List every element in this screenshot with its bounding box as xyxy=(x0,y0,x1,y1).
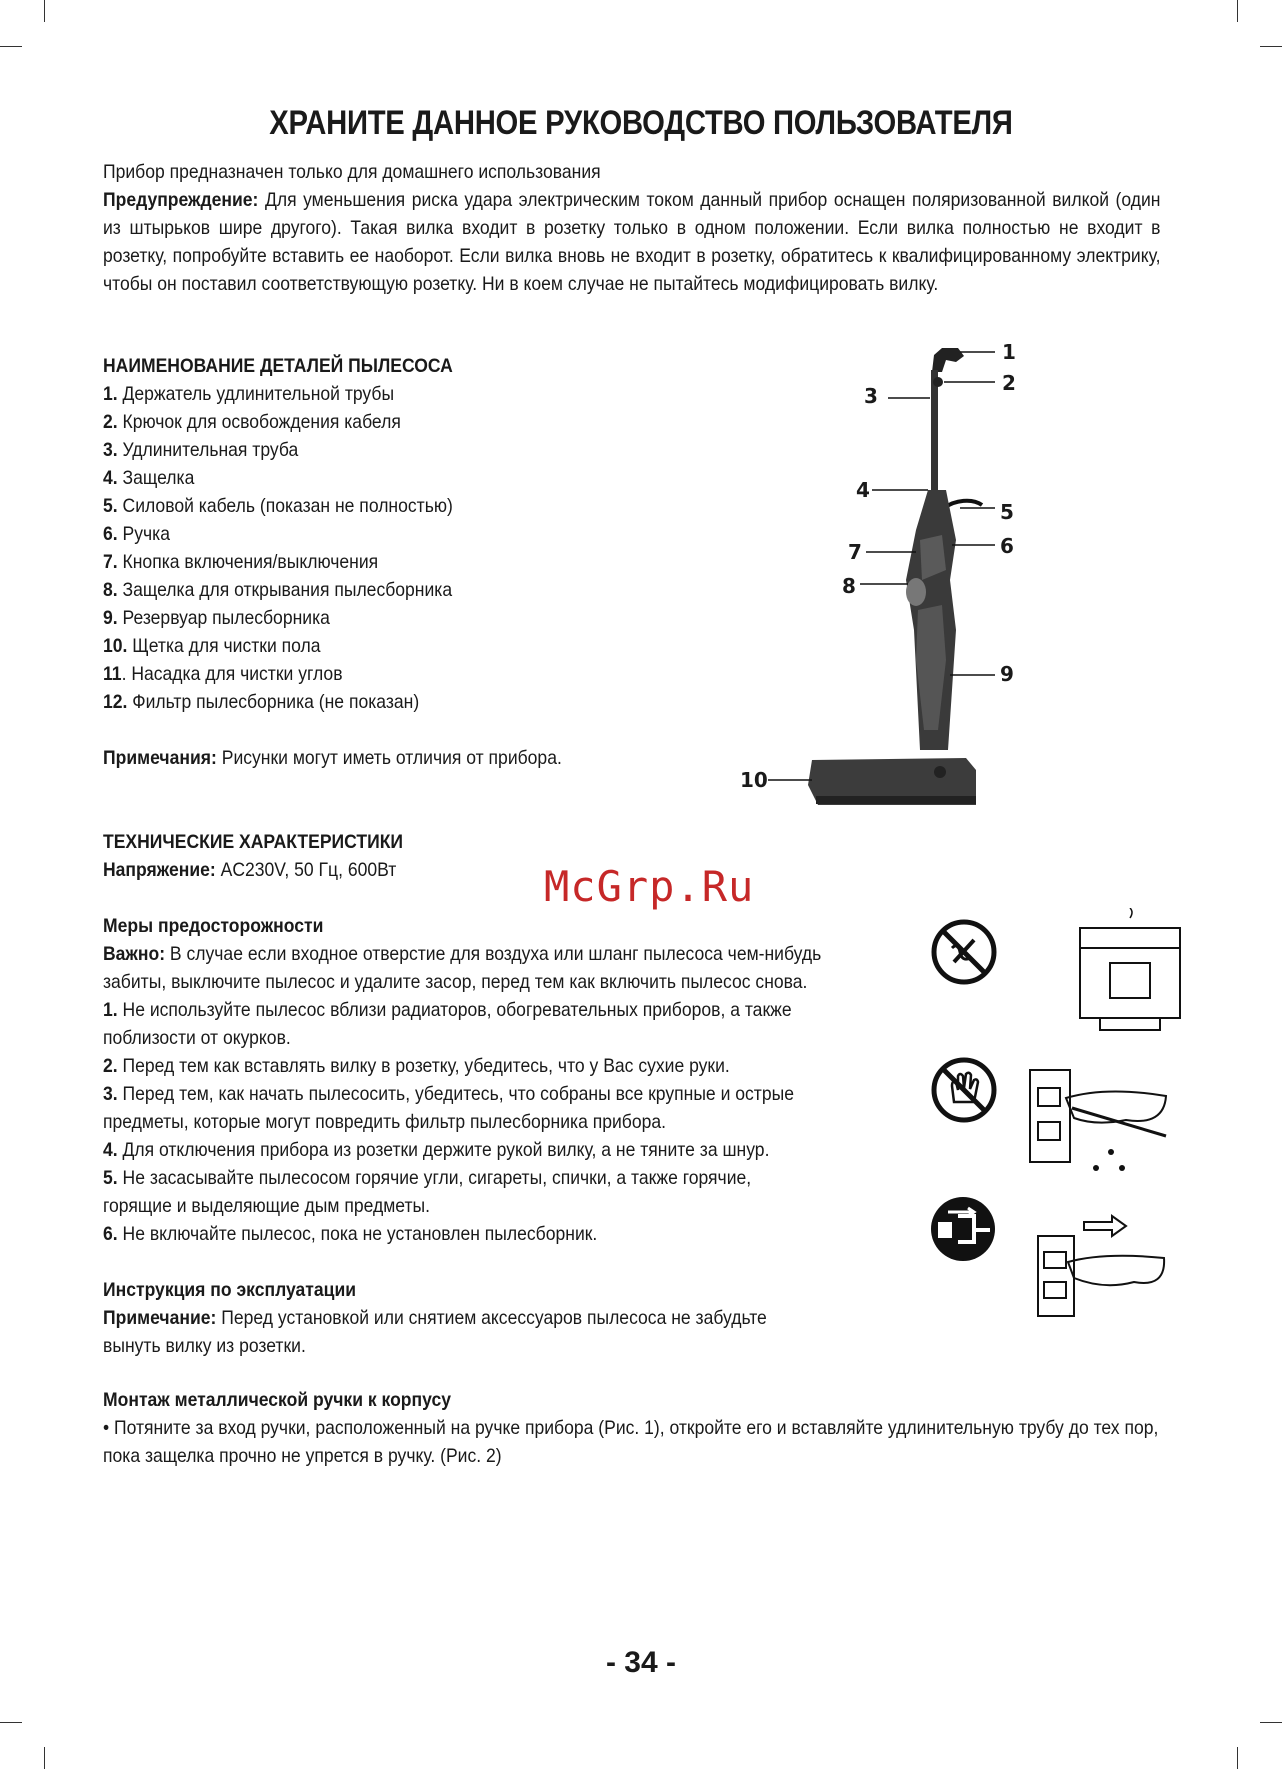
list-item: 6. Не включайте пылесос, пока не установлен пылесборник. xyxy=(103,1223,598,1245)
list-item: 3. Перед тем, как начать пылесосить, убедитесь, что собраны все крупные и острые предметы, которые могут повредить фильтр пылесборника прибора. xyxy=(103,1083,794,1133)
callout-label: 5 xyxy=(1000,500,1014,524)
instructions-heading: Инструкция по эксплуатации xyxy=(103,1279,357,1301)
heater-drawing-icon xyxy=(1070,908,1190,1033)
callout-label: 2 xyxy=(1002,371,1016,395)
list-item: 4. Для отключения прибора из розетки держите рукой вилку, а не тяните за шнур. xyxy=(103,1139,770,1161)
parts-section xyxy=(103,352,661,772)
list-item: 6. Ручка xyxy=(103,523,170,545)
list-item: 7. Кнопка включения/выключения xyxy=(103,551,379,573)
page-number: - 34 - xyxy=(605,1646,677,1679)
callout-label: 7 xyxy=(848,540,862,564)
mounting-section xyxy=(103,1386,1161,1470)
list-item: 9. Резервуар пылесборника xyxy=(103,607,330,629)
list-item: 3. Удлинительная труба xyxy=(103,439,299,461)
no-wet-hands-icon xyxy=(930,1056,998,1124)
intro-section xyxy=(103,158,1161,298)
warning-label: Предупреждение: xyxy=(103,189,259,211)
list-item: 2. Крючок для освобождения кабеля xyxy=(103,411,401,433)
intro-line: Прибор предназначен только для домашнего использования xyxy=(103,161,601,183)
list-item: 1. Не используйте пылесос вблизи радиаторов, обогревательных приборов, а также поблизости от окурков. xyxy=(103,999,792,1049)
callout-label: 1 xyxy=(1002,340,1016,364)
tech-heading: ТЕХНИЧЕСКИЕ ХАРАКТЕРИСТИКИ xyxy=(103,831,404,853)
unplug-drawing-icon xyxy=(1034,1212,1174,1320)
callout-label: 4 xyxy=(856,478,870,502)
safety-section xyxy=(103,912,823,1248)
callout-label: 8 xyxy=(842,574,856,598)
parts-note: Примечания: Рисунки могут иметь отличия от прибора. xyxy=(103,747,562,769)
unplug-icon xyxy=(928,1194,998,1264)
important-paragraph: Важно: В случае если входное отверстие для воздуха или шланг пылесоса чем-нибудь забиты, выключите пылесос и удалите засор, перед тем как включить пылесос снова. xyxy=(103,943,822,993)
parts-heading: НАИМЕНОВАНИЕ ДЕТАЛЕЙ ПЫЛЕСОСА xyxy=(103,355,453,377)
watermark: McGrp.Ru xyxy=(544,862,755,911)
voltage-line: Напряжение: AC230V, 50 Гц, 600Вт xyxy=(103,859,397,881)
list-item: 8. Защелка для открывания пылесборника xyxy=(103,579,453,601)
instructions-section xyxy=(103,1276,823,1360)
wet-hands-outlet-drawing-icon xyxy=(1026,1056,1176,1176)
list-item: 1. Держатель удлинительной трубы xyxy=(103,383,395,405)
callout-label: 10 xyxy=(740,768,768,792)
list-item: 11. Насадка для чистки углов xyxy=(103,663,343,685)
safety-heading: Меры предосторожности xyxy=(103,915,324,937)
callout-label: 9 xyxy=(1000,662,1014,686)
tech-section xyxy=(103,828,553,884)
callout-label: 3 xyxy=(864,384,878,408)
instructions-note: Примечание: Перед установкой или снятием аксессуаров пылесоса не забудьте вынуть вилку из розетки. xyxy=(103,1307,767,1357)
list-item: 2. Перед тем как вставлять вилку в розетку, убедитесь, что у Вас сухие руки. xyxy=(103,1055,730,1077)
warning-text: Для уменьшения риска удара электрическим током данный прибор оснащен поляризованной вилкой (один из штырьков шире другого). Такая вилка входит в розетку только в одном положении. Если вилка полностью не входит в розетку, попробуйте вставить ее наоборот. Если вилка вновь не входит в розетку, обратитесь к квалифицированному электрику, чтобы он поставил соответствующую розетку. Ни в коем случае не пытайтесь модифицировать вилку. xyxy=(103,189,1161,295)
mounting-heading: Монтаж металлической ручки к корпусу xyxy=(103,1389,451,1411)
page-title: ХРАНИТЕ ДАННОЕ РУКОВОДСТВО ПОЛЬЗОВАТЕЛЯ xyxy=(269,104,1013,142)
list-item: 4. Защелка xyxy=(103,467,195,489)
mounting-text: • Потяните за вход ручки, расположенный на ручке прибора (Рис. 1), откройте его и вставляйте удлинительную трубу до тех пор, пока защелка прочно не упрется в ручку. (Рис. 2) xyxy=(103,1417,1159,1467)
list-item: 10. Щетка для чистки пола xyxy=(103,635,321,657)
list-item: 5. Силовой кабель (показан не полностью) xyxy=(103,495,453,517)
list-item: 12. Фильтр пылесборника (не показан) xyxy=(103,691,420,713)
no-heat-icon xyxy=(930,918,998,986)
warning-paragraph xyxy=(103,186,1161,298)
parts-list xyxy=(103,380,661,716)
list-item: 5. Не засасывайте пылесосом горячие угли, сигареты, спички, а также горячие, горящие и выделяющие дым предметы. xyxy=(103,1167,752,1217)
callout-label: 6 xyxy=(1000,534,1014,558)
